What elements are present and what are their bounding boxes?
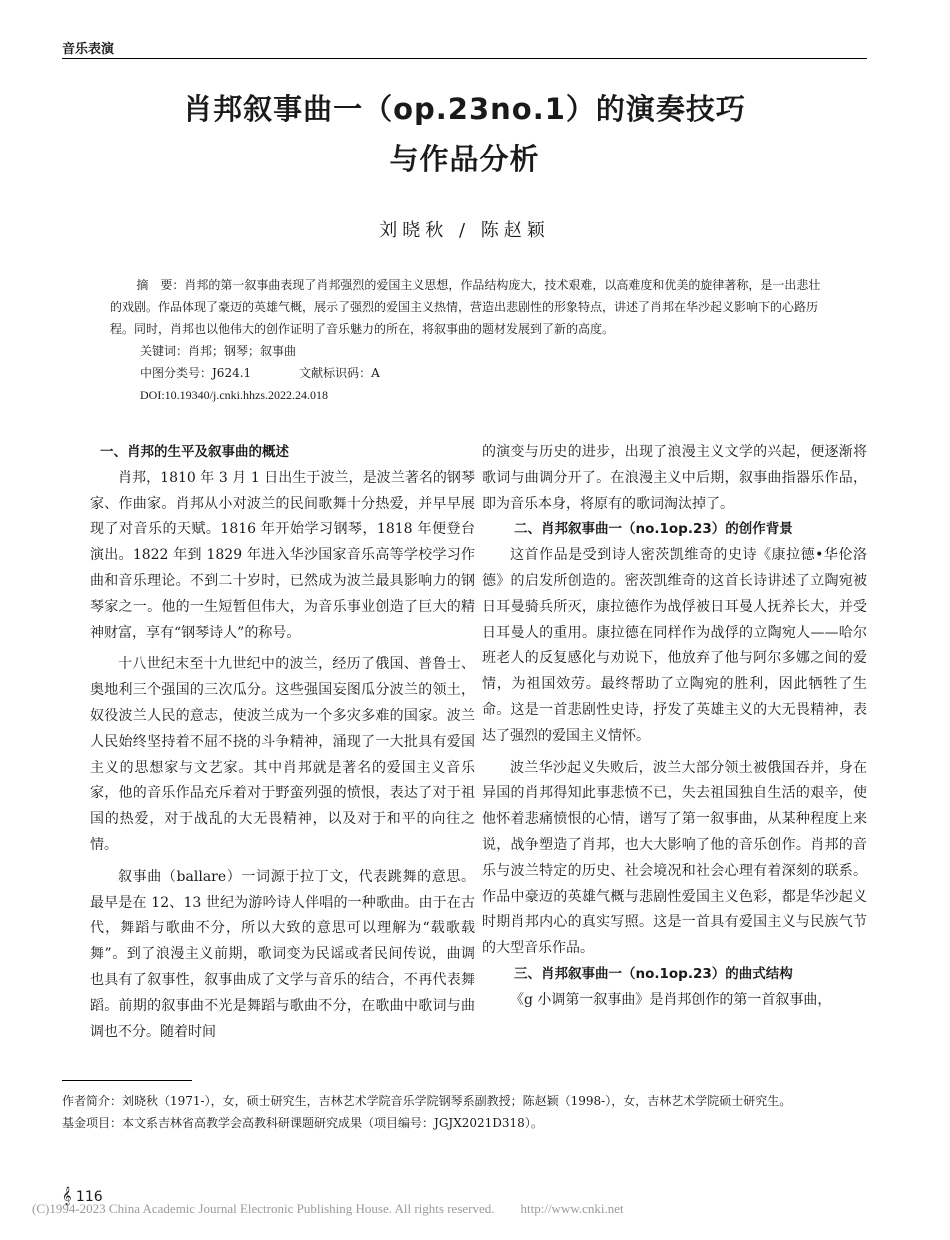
section-heading: 三、肖邦叙事曲一（no.1op.23）的曲式结构 [514, 965, 793, 982]
page-number-value: 116 [75, 1189, 103, 1205]
paragraph: 《g 小调第一叙事曲》是肖邦创作的第一首叙事曲， [510, 991, 832, 1008]
paragraph: 波兰华沙起义失败后，波兰大部分领土被俄国吞并，身在异国的肖邦得知此事悲愤不已，失去祖国独自生活的艰辛，使他怀着悲痛愤恨的心情，谱写了第一叙事曲，从某种程度上来说，战争塑造了肖邦，也大大影响了他的音乐创作。肖邦的音乐与波兰特定的历史、社会境况和社会心理有着深刻的联系。作品中豪迈的英雄气概与悲剧性爱国主义色彩，都是华沙起义时期肖邦内心的真实写照。这是一首具有爱国主义与民族气节的大型音乐作品。 [482, 759, 867, 957]
section-heading: 一、肖邦的生平及叙事曲的概述 [100, 444, 289, 460]
title-line-2: 与作品分析 [389, 142, 540, 176]
author-bio-note: 作者简介：刘晓秋（1971-），女，硕士研究生，吉林艺术学院音乐学院钢琴系副教授；陈赵颖（1998-），女，吉林艺术学院硕士研究生。 [62, 1094, 792, 1108]
body-column-left [90, 440, 475, 1045]
classification-codes: 中图分类号：J624.1 文献标识码：A [140, 366, 380, 380]
doi: DOI:10.19340/j.cnki.hhzs.2022.24.018 [140, 388, 328, 402]
treble-clef-icon: 𝄞 [62, 1186, 72, 1205]
author-names: 刘晓秋 / 陈赵颖 [379, 220, 550, 241]
copyright-watermark: (C)1994-2023 China Academic Journal Electronic Publishing House. All rights reserved. http://www.cnki.net [32, 1201, 624, 1216]
paragraph: 十八世纪末至十九世纪中的波兰，经历了俄国、普鲁士、奥地利三个强国的三次瓜分。这些强国妄图瓜分波兰的领土，奴役波兰人民的意志，使波兰成为一个多灾多难的国家。波兰人民始终坚持着不屈不挠的斗争精神，涌现了一大批具有爱国主义的思想家与文艺家。其中肖邦就是著名的爱国主义音乐家，他的音乐作品充斥着对于野蛮列强的愤恨，表达了对于祖国的热爱，对于战乱的大无畏精神，以及对于和平的向往之情。 [90, 656, 475, 853]
abstract-text: 摘 要：肖邦的第一叙事曲表现了肖邦强烈的爱国主义思想，作品结构庞大，技术艰难，以高难度和优美的旋律著称，是一出悲壮的戏剧。作品体现了豪迈的英雄气概，展示了强烈的爱国主义热情，营造出悲剧性的形象特点，讲述了肖邦在华沙起义影响下的心路历程。同时，肖邦也以他伟大的创作证明了音乐魅力的所在，将叙事曲的题材发展到了新的高度。 [110, 278, 821, 336]
footnote-divider [62, 1080, 192, 1081]
article-title [62, 84, 867, 184]
paragraph: 这首作品是受到诗人密茨凯维奇的史诗《康拉德•华伦洛德》的启发所创造的。密茨凯维奇的这首长诗讲述了立陶宛被日耳曼骑兵所灭，康拉德作为战俘被日耳曼人抚养长大，并受日耳曼人的重用。康拉德在同样作为战俘的立陶宛人——哈尔班老人的反复感化与劝说下，他放弃了他与阿尔多娜之间的爱情，为祖国效劳。最终帮助了立陶宛的胜利，因此牺牲了生命。这是一首悲剧性史诗，抒发了英雄主义的大无畏精神，表达了强烈的爱国主义情怀。 [482, 547, 867, 744]
section-heading: 二、肖邦叙事曲一（no.1op.23）的创作背景 [514, 521, 793, 538]
body-column-right [482, 440, 867, 1014]
paragraph-continued: 的演变与历史的进步，出现了浪漫主义文学的兴起，便逐渐将歌词与曲调分开了。在浪漫主义中后期，叙事曲指器乐作品，即为音乐本身，将原有的歌词淘汰掉了。 [482, 444, 867, 512]
keywords: 关键词：肖邦；钢琴；叙事曲 [140, 344, 297, 358]
footnotes [62, 1090, 867, 1134]
header-divider [62, 58, 867, 59]
title-line-1: 肖邦叙事曲一（op.23no.1）的演奏技巧 [183, 92, 746, 126]
journal-section-label: 音乐表演 [62, 42, 115, 57]
paragraph: 肖邦，1810 年 3 月 1 日出生于波兰，是波兰著名的钢琴家、作曲家。肖邦从小对波兰的民间歌舞十分热爱，并早早展现了对音乐的天赋。1816 年开始学习钢琴，1818 年便登台演出。1822 年到 1829 年进入华沙国家音乐高等学校学习作曲和音乐理论。不到二十岁时，已然成为波兰最具影响力的钢琴家之一。他的一生短暂但伟大，为音乐事业创造了巨大的精神财富，享有“钢琴诗人”的称号。 [90, 469, 475, 641]
paragraph: 叙事曲（ballare）一词源于拉丁文，代表跳舞的意思。最早是在 12、13 世纪为游吟诗人伴唱的一种歌曲。由于在古代，舞蹈与歌曲不分，所以大致的意思可以理解为“载歌载舞”。到了浪漫主义前期，歌词变为民谣或者民间传说，曲调也具有了叙事性，叙事曲成了文学与音乐的结合，不再代表舞蹈。前期的叙事曲不光是舞蹈与歌曲不分，在歌曲中歌词与曲调也不分。随着时间 [90, 868, 475, 1040]
funding-note: 基金项目：本文系吉林省高教学会高教科研课题研究成果（项目编号：JGJX2021D318）。 [62, 1116, 543, 1130]
abstract-block [110, 274, 830, 406]
